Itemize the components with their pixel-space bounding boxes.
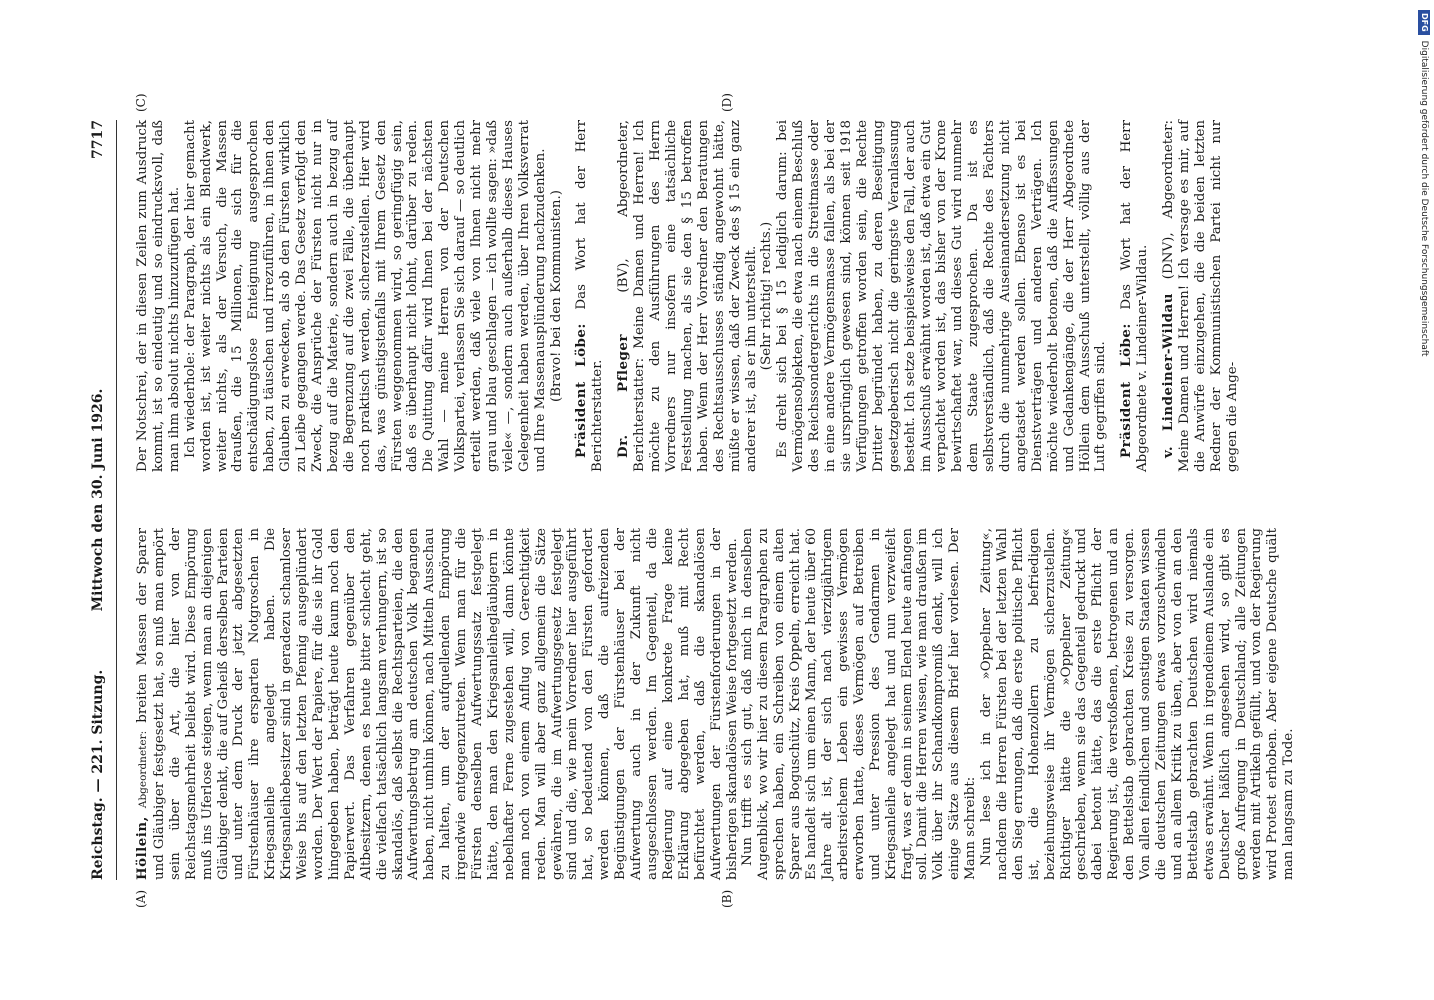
right-paragraph-1: Der Notschrei, der in diesen Zeilen zum Ausdruck kommt, ist so eindeutig und so eindrucksvoll, daß man ihm absolut nichts hinzuzufügen hat. [135,120,182,472]
president-name-2: Präsident Löbe: [1118,323,1135,458]
page-number: 7717 [90,120,106,159]
president-text-2: Das Wort hat der Herr Abgeordnete v. Lindeiner-Wildau. [1119,120,1151,472]
credit-text-wrapper [1416,10,1432,990]
credit-line: Digitalisierung gefördert durch die Deutsche Forschungsgemeinschaft [1419,40,1429,357]
pfleger-text: (BV), Abgeordneter, Berichterstatter: Meine Damen und Herren! Ich möchte zu den Ausführungen des Herrn Vorredners nur insofern eine tatsächliche Feststellung machen, als sie den § 15 betroffen haben. Wenn der Herr Vorredner den Beratungen des Rechtsausschusses ständig angewohnt hätte, müßte er wissen, daß der Zweck des § 15 ein ganz anderer ist, als er ihn unterstellt. [616,120,759,472]
interjection-note: (Sehr richtig! rechts.) [759,221,775,371]
margin-marker-b: (B) [720,889,734,908]
margin-marker-d: (D) [720,93,734,112]
header-date: Mittwoch den 30. Juni 1926. [90,388,106,612]
header-rule [116,120,117,880]
left-text-column [135,528,1297,880]
pfleger-name: Dr. Pfleger [615,334,632,458]
president-statement-1 [574,120,606,472]
digitization-credit [1416,10,1432,990]
header-left: Reichstag. — 221. Sitzung. [90,669,106,880]
left-paragraph-1 [135,528,740,880]
dfg-logo: DFG [1418,10,1430,35]
margin-marker-a: (A) [134,889,148,908]
right-text-column [135,120,1241,472]
lindeiner-text: (DNV), Abgeordneter: Meine Damen und Herren! Ich versage es mir, auf die Anwürfe einzugehen, die die beiden letzten Redner der Kommunistischen Partei nicht nur gegen die Ange- [1161,120,1240,472]
speaker-role: Abgeordneter: [137,730,149,809]
applause-note: (Bravo! bei den Kommunisten.) [548,189,564,403]
lindeiner-statement [1161,120,1241,472]
speaker-name: Höllein, [134,816,150,880]
right-paragraph-3: Es dreht sich bei § 15 lediglich darum: bei Vermögensobjekten, die etwa nach einem Beschluß des Reichssondergerichts in die Streitmasse oder in eine andere Vermögensmasse fallen, als bei der sie ursprünglich gewesen sind, können seit 1918 Verfügungen getroffen worden sein, die Rechte Dritter begründet haben, zu deren Beseitigung gesetzgeberisch nicht die geringste Veranlassung besteht. Ich setze beispielsweise den Fall, der auch im Ausschuß erwähnt worden ist, daß etwa ein Gut verpachtet worden ist, das bisher von der Krone bewirtschaftet war, und dieses Gut wird nunmehr dem Staate zugesprochen. Da ist es selbstverständlich, daß die Rechte des Pächters durch die nunmehrige Auseinandersetzung nicht angetastet werden sollen. Ebenso ist es bei Dienstverträgen und anderen Verträgen. Ich möchte wiederholt betonen, daß die Auffassungen und Gedankengänge, die der Herr Abgeordnete Höllein dem Ausschuß unterstellt, völlig aus der Luft gegriffen sind. [775,120,1109,472]
lindeiner-name: v. Lindeiner-Wildau [1160,293,1177,458]
running-head [90,120,116,880]
left-paragraph-2: Nun trifft es sich gut, daß mich in denselben Augenblick, wo wir hier zu diesem Paragraphen zu sprechen haben, ein Schreiben von einem alten Sparer aus Boguschütz, Kreis Oppeln, erreicht hat. Es handelt sich um einen Mann, der heute über 60 Jahre alt ist, der sich nach vierzigjährigem arbeitsreichem Leben ein gewisses Vermögen erworben hatte, dieses Vermögen auf Betreiben und unter Pression des Gendarmen in Kriegsanleihe angelegt hat und nun verzweifelt fragt, was er denn in seinem Elend heute anfangen soll. Damit die Herren wissen, wie man draußen im Volk über ihr Schandkompromiß denkt, will ich einige Sätze aus diesem Brief hier vorlesen. Der Mann schreibt: [740,528,979,880]
president-name-1: Präsident Löbe: [573,323,590,458]
president-statement-2 [1119,120,1151,472]
left-text-1: breiten Massen der Sparer und Gläubiger festgesetzt hat, so muß man empört sein über die Art, die hier von der Reichstagsmehrheit beliebt wird. Diese Empörung muß ins Uferlose steigen, wenn man an diejenigen Gläubiger denkt, die auf Geheiß derselben Parteien und unter dem Druck der jetzt abgesetzten Fürstenhäuser ihre ersparten Notgroschen in Kriegsanleihe angelegt haben. Die Kriegsanleihebesitzer sind in geradezu schamloser Weise bis auf den letzten Pfennig ausgeplündert worden. Der Wert der Papiere, für die sie ihr Gold hingegeben haben, beträgt heute kaum noch den Papierwert. Das Verfahren gegenüber den Altbesitzern, denen es heute bitter schlecht geht, die vielfach tatsächlich langsam verhungern, ist so skandalös, daß selbst die Rechtsparteien, die den Aufwertungsbetrug am deutschen Volk begangen haben, nicht umhin können, nach Mitteln Ausschau zu halten, um der aufquellenden Empörung irgendwie entgegenzutreten. Wenn man für die Fürsten denselben Aufwertungssatz festgelegt hätte, den man den Kriegsanleihegläubigern in nebelhafter Ferne zugestehen will, dann könnte man noch von einem Anflug von Gerechtigkeit reden. Man will aber ganz allgemein die Sätze gewähren, die im Aufwertungsgesetz festgelegt sind und die, wie mein Vorredner hier ausgeführt hat, so bedeutend von den Fürsten gefordert werden können, daß die aufreizenden Begünstigungen der Fürstenhäuser bei der Aufwertung auch in der Zukunft nicht ausgeschlossen werden. Im Gegenteil, da die Regierung auf eine konkrete Frage keine Erklärung abgegeben hat, muß mit Recht befürchtet werden, daß die skandalösen Aufwertungen der Fürstenforderungen in der bisherigen skandalösen Weise fortgesetzt werden. [135,528,740,880]
president-text-1: Das Wort hat der Herr Berichterstatter. [574,120,606,472]
pfleger-statement [616,120,759,472]
right-paragraph-2: Ich wiederhole: der Paragraph, der hier gemacht worden ist, ist weiter nichts als ein Blendwerk, weiter nichts, als der Versuch, die Massen draußen, die 15 Millionen, die sich für die entschädigungslose Enteignung ausgesprochen haben, zu täuschen und irrezuführen, in ihnen den Glauben zu erwecken, als ob den Fürsten wirklich zu Leibe gegangen werde. Das Gesetz verfolgt den Zweck, die Ansprüche der Fürsten nicht nur in bezug auf die Materie, sondern auch in bezug auf die Begrenzung auf die zwei Fälle, die überhaupt noch praktisch werden, sicherzustellen. Hier wird das, was günstigstenfalls mit Ihrem Gesetz den Fürsten weggenommen wird, so geringfügig sein, daß es überhaupt nicht lohnt, darüber zu reden. Die Quittung dafür wird Ihnen bei der nächsten Wahl — meine Herren von der Deutschen Volkspartei, verlassen Sie sich darauf — so deutlich erteilt werden, daß viele von Ihnen nicht mehr grau und blau geschlagen — ich wollte sagen: »daß viele« —, sondern auch außerhalb dieses Hauses Gelegenheit haben werden, über Ihren Volksverrat und Ihre Massenausplünderung nachzudenken. [182,120,548,472]
left-paragraph-3-quote: Nun lese ich in der »Oppelner Zeitung«, nachdem die Herren Fürsten bei der letzten Wahl den Sieg errungen, daß die erste politische Pflicht ist, die Hohenzollern zu befriedigen beziehungsweise ihr Vermögen sicherzustellen. Richtiger hätte die »Oppelner Zeitung« geschrieben, wenn sie das Gegenteil gedruckt und dabei betont hätte, das die erste Pflicht der Regierung ist, die verstoßenen, betrogenen und an den Bettelstab gebrachten Kreise zu versorgen. Von allen feindlichen und sonstigen Staaten wissen die deutschen Zeitungen etwas vorzuschwindeln und an allem Kritik zu üben, aber von den an den Bettelstab gebrachten Deutschen wird niemals etwas erwähnt. Wenn in irgendeinem Auslande ein Deutscher häßlich angesehen wird, so gibt es große Aufregung in Deutschland; alle Zeitungen werden mit Artikeln gefüllt, und von der Regierung wird Protest erhoben. Aber eigene Deutsche quält man langsam zu Tode. [979,528,1297,880]
margin-marker-c: (C) [134,93,148,112]
